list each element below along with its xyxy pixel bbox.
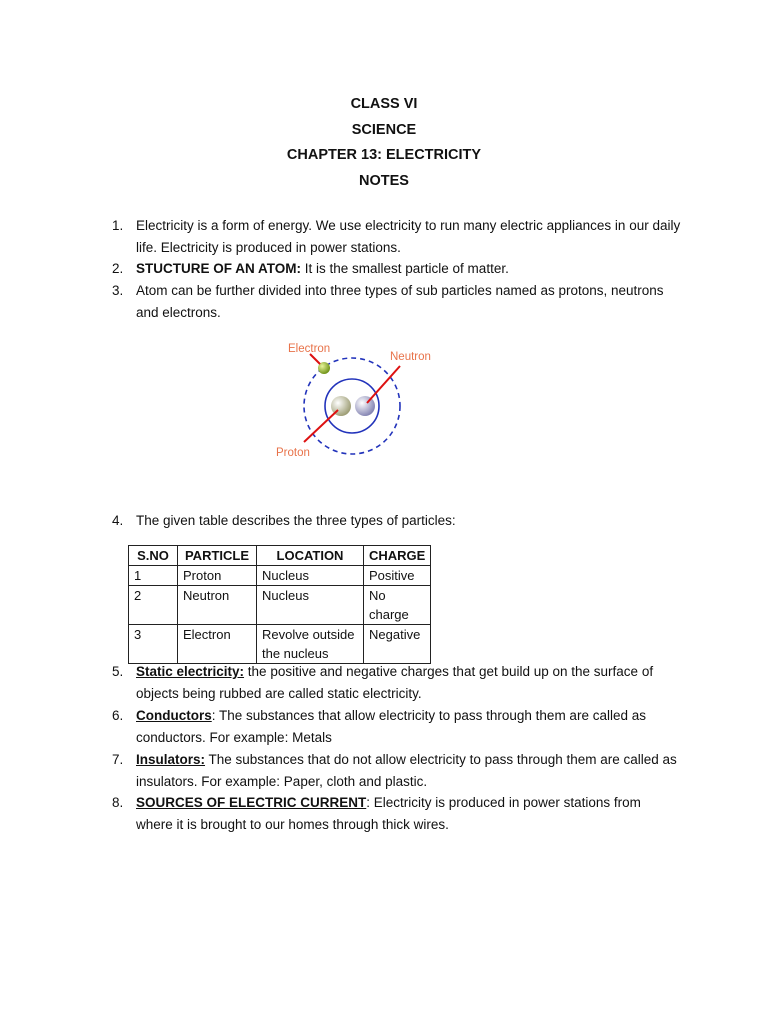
subject-title: SCIENCE (351, 121, 417, 138)
class-title: CLASS VI (350, 96, 418, 112)
chapter-title: CHAPTER 13: ELECTRICITY (286, 147, 482, 163)
table-cell: No charge (364, 586, 431, 625)
outer-orbit (304, 358, 400, 454)
table-cell: Electron (178, 625, 257, 664)
item-label: SOURCES OF ELECTRIC CURRENT (136, 795, 367, 810)
item-text: the positive and negative charges that get build up on the surface of objects being rubbed are called static electricity. (136, 664, 654, 701)
item-text: : Electricity is produced in power stations from where it is brought to our homes through thick wires. (136, 795, 641, 832)
table-cell: Positive (364, 566, 431, 586)
table-cell: 3 (129, 625, 178, 664)
particles-table (128, 545, 431, 664)
item-label: Insulators: (136, 752, 206, 767)
item-number: 8. (112, 795, 124, 810)
table-cell: Revolve outside the nucleus (257, 625, 364, 664)
table-cell: Nucleus (257, 586, 364, 625)
item-number: 3. (112, 283, 124, 298)
item-text: : The substances that allow electricity to pass through them are called as conductors. For example: Metals (136, 708, 646, 745)
table-cell: 1 (129, 566, 178, 586)
item-text: The given table describes the three types of particles: (136, 513, 456, 528)
column-header: PARTICLE (178, 546, 257, 566)
table-row (129, 625, 431, 664)
page-header (0, 94, 768, 196)
item-number: 1. (112, 218, 124, 233)
item-number: 2. (112, 261, 124, 276)
table-cell: Proton (178, 566, 257, 586)
column-header: S.NO (129, 546, 178, 566)
atom-diagram (270, 336, 450, 466)
neutron-particle (355, 396, 375, 416)
item-text: Atom can be further divided into three types of sub particles named as protons, neutrons and electrons. (136, 283, 664, 320)
column-header: CHARGE (364, 546, 431, 566)
table-cell: 2 (129, 586, 178, 625)
item-label: Conductors (136, 708, 212, 723)
table-cell: Nucleus (257, 566, 364, 586)
proton-label: Proton (276, 447, 310, 459)
item-number: 4. (112, 513, 124, 528)
item-label: STUCTURE OF AN ATOM: (136, 261, 301, 276)
item-label: Static electricity: (136, 664, 245, 679)
item-text: It is the smallest particle of matter. (301, 261, 509, 276)
column-header: LOCATION (257, 546, 364, 566)
item-text: The substances that do not allow electricity to pass through them are called as insulators. For example: Paper, cloth and plastic. (136, 752, 677, 789)
item-number: 7. (112, 752, 124, 767)
table-header-row (129, 546, 431, 566)
item-number: 5. (112, 664, 124, 679)
table-row (129, 586, 431, 625)
electron-label: Electron (288, 343, 331, 355)
electron-pointer (310, 354, 320, 364)
item-number: 6. (112, 708, 124, 723)
neutron-label: Neutron (390, 351, 431, 363)
table-cell: Neutron (178, 586, 257, 625)
neutron-pointer (367, 366, 400, 403)
table-cell: Negative (364, 625, 431, 664)
item-text: Electricity is a form of energy. We use electricity to run many electric appliances in our daily life. Electricity is produced in power stations. (136, 218, 681, 255)
table-row (129, 566, 431, 586)
notes-title: NOTES (359, 172, 409, 189)
